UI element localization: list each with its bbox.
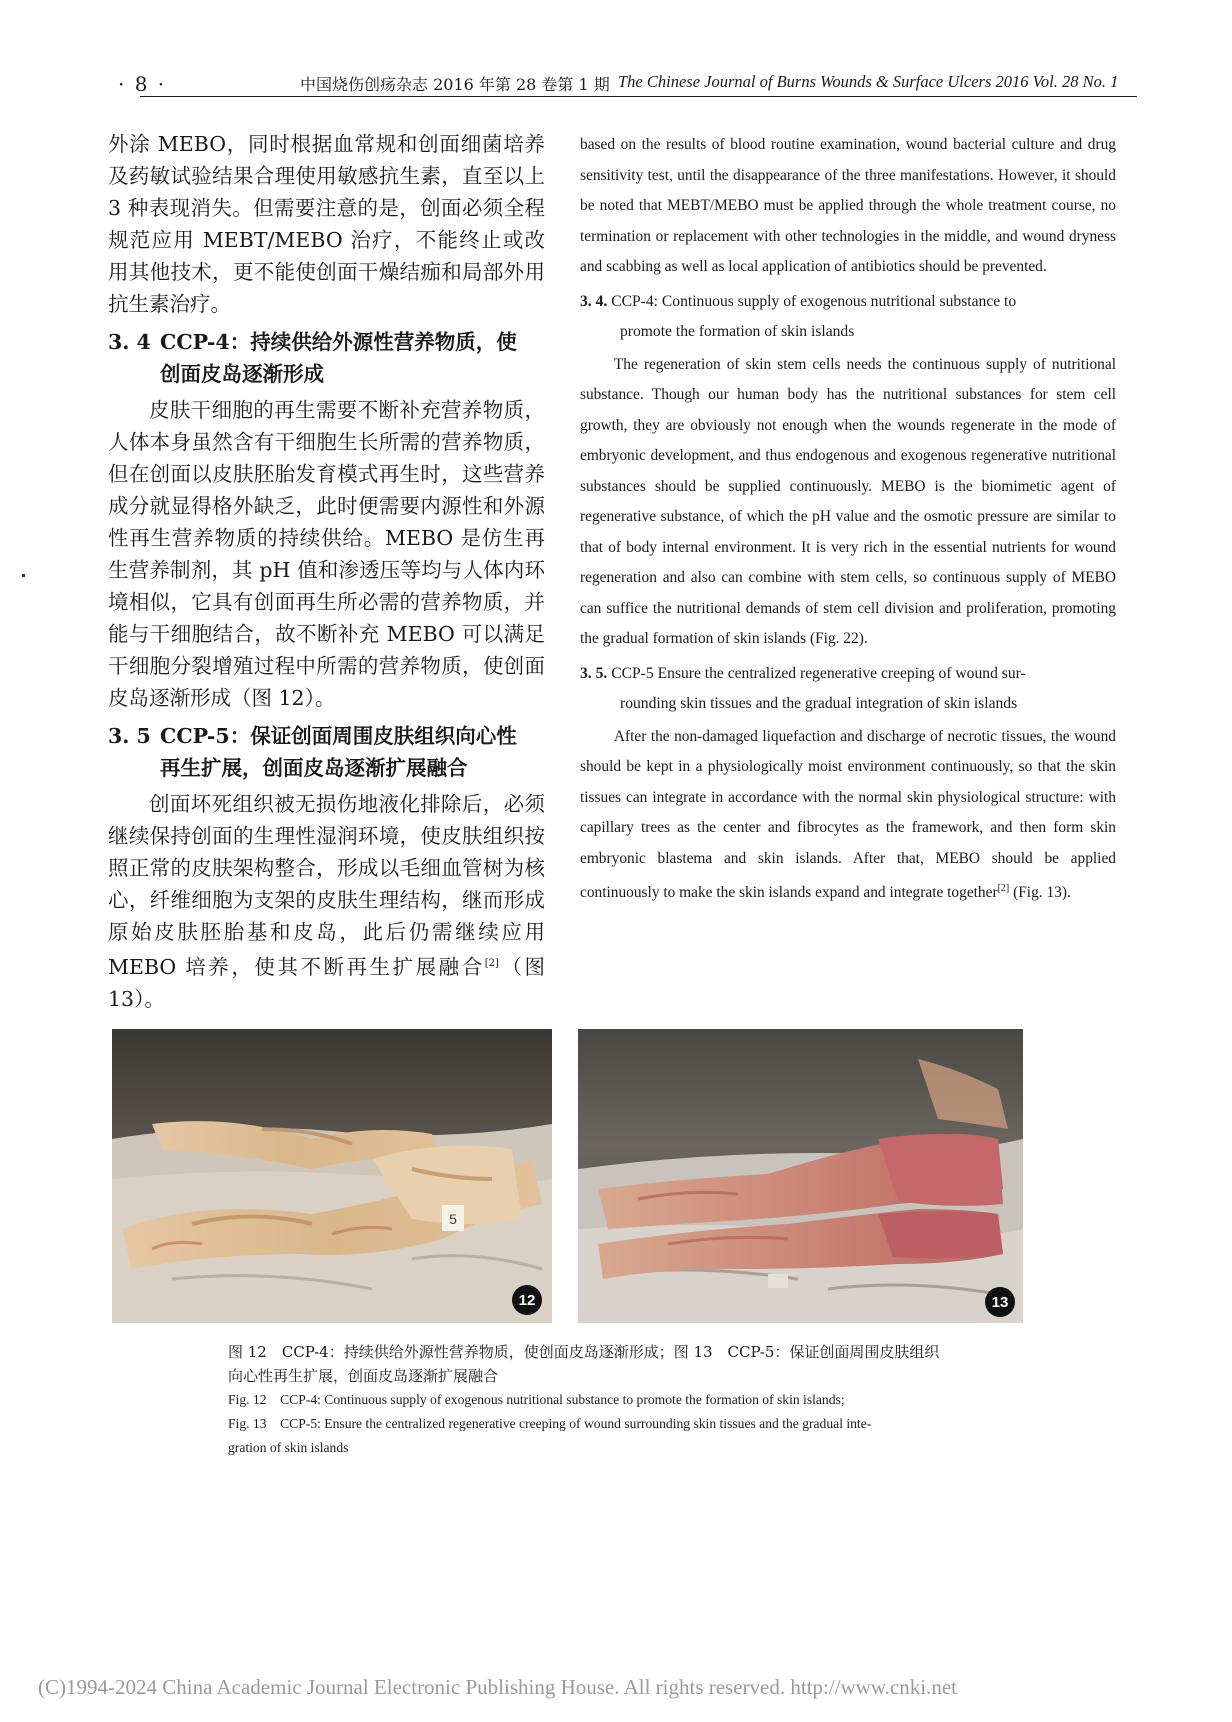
header-rule [140, 96, 1137, 97]
caption-en-line-3: gration of skin islands [228, 1440, 349, 1455]
chinese-column [108, 128, 545, 1015]
cn-section-3-5-heading [108, 720, 545, 784]
section-title-line-1: CCP-5 Ensure the centralized regenerative creeping of wound sur- [611, 664, 1026, 682]
section-title-line-2: 再生扩展，创面皮岛逐渐扩展融合 [160, 756, 468, 780]
cn-paragraph-2: 皮肤干细胞的再生需要不断补充营养物质，人体本身虽然含有干细胞生长所需的营养物质，但在创面以皮肤胚胎发育模式再生时，这些营养成分就显得格外缺乏，此时便需要内源性和外源性再生营养物质的持续供给。MEBO 是仿生再生营养制剂，其 pH 值和渗透压等均与人体内环境相似，它具有创面再生所必需的营养物质，并能与干细胞结合，故不断补充 MEBO 可以满足干细胞分裂增殖过程中所需的营养物质，使创面皮岛逐渐形成（图 12）。 [108, 398, 545, 710]
section-title-line-1: CCP-4：持续供给外源性营养物质，使 [160, 330, 517, 354]
cn-paragraph-1: 外涂 MEBO，同时根据血常规和创面细菌培养及药敏试验结果合理使用敏感抗生素，直至以上 3 种表现消失。但需要注意的是，创面必须全程规范应用 MEBT/MEBO 治疗，不能终止或改用其他技术，更不能使创面干燥结痂和局部外用抗生素治疗。 [108, 132, 545, 316]
caption-en-line-2: Fig. 13 CCP-5: Ensure the centralized regenerative creeping of wound surrounding skin tissues and the gradual inte- [228, 1416, 872, 1431]
en-paragraph-2: The regeneration of skin stem cells needs the continuous supply of nutritional substance. Though our human body has the nutritional substances for stem cell growth, they are obviously not enough when the wounds regenerate in the mode of embryonic development, and thus endogenous and exogenous regenerative nutritional substances should be supplied continuously. MEBO is the biomimetic agent of regenerative substance, of which the pH value and the osmotic pressure are similar to that of body internal environment. It is very rich in the essential nutrients for wound regeneration and also can combine with stem cells, so continuous supply of MEBO can suffice the nutritional demands of stem cell division and proliferation, promoting the gradual formation of skin islands (Fig. 22). [580, 355, 1116, 647]
section-title-line-2: 创面皮岛逐渐形成 [160, 362, 324, 386]
caption-cn-line-2: 向心性再生扩展，创面皮岛逐渐扩展融合 [228, 1367, 499, 1385]
section-title-line-1: CCP-5：保证创面周围皮肤组织向心性 [160, 724, 517, 748]
en-section-3-5-heading [580, 659, 1116, 720]
caption-en-line-1: Fig. 12 CCP-4: Continuous supply of exogenous nutritional substance to promote the formation of skin islands; [228, 1392, 845, 1407]
section-title-line-2: promote the formation of skin islands [620, 323, 855, 340]
margin-mark [22, 574, 25, 577]
en-section-3-4-heading [580, 287, 1116, 348]
en-paragraph-3-end: (Fig. 13). [1009, 884, 1071, 902]
section-title-line-1: CCP-4: Continuous supply of exogenous nutritional substance to [611, 292, 1017, 310]
card-number: 5 [449, 1211, 457, 1227]
citation-ref: [2] [997, 883, 1010, 894]
section-number: 3. 4 [108, 330, 151, 354]
en-paragraph-3-text: After the non-damaged liquefaction and discharge of necrotic tissues, the wound should be kept in a physiologically moist environment continuously, so that the skin tissues can integrate in accordance with the normal skin physiological structure: with capillary trees as the center and fibrocytes as the framework, and then form skin embryonic blastema and skin islands. After that, MEBO should be applied continuously to make the skin islands expand and integrate together [580, 727, 1116, 902]
section-number: 3. 4. [580, 292, 608, 310]
figure-12-badge: 12 [512, 1285, 542, 1315]
copyright-footer: (C)1994-2024 China Academic Journal Electronic Publishing House. All rights reserved. http://www.cnki.net [38, 1675, 957, 1699]
cn-paragraph-3-end: （图 13）。 [108, 954, 545, 1011]
en-paragraph-3 [580, 722, 1116, 909]
caption-cn-line-1: 图 12 CCP-4：持续供给外源性营养物质，使创面皮岛逐渐形成；图 13 CCP-5：保证创面周围皮肤组织 [228, 1343, 940, 1361]
page-number: · 8 · [118, 72, 167, 96]
english-column [580, 130, 1116, 909]
cn-section-3-4-heading [108, 326, 545, 390]
figure-13-photo [578, 1029, 1023, 1323]
citation-ref: [2] [484, 958, 499, 969]
figure-13-badge: 13 [985, 1287, 1015, 1317]
en-paragraph-1: based on the results of blood routine examination, wound bacterial culture and drug sensitivity test, until the disappearance of the three manifestations. However, it should be noted that MEBT/MEBO must be applied through the whole treatment course, no termination or replacement with other technologies in the middle, and wound dryness and scabbing as well as local application of antibiotics should be prevented. [580, 136, 1116, 275]
journal-title-cn: 中国烧伤创疡杂志 2016 年第 28 卷第 1 期 [300, 75, 610, 94]
section-title-line-2: rounding skin tissues and the gradual integration of skin islands [620, 695, 1018, 712]
cn-paragraph-3 [108, 788, 545, 1015]
section-number: 3. 5. [580, 664, 608, 682]
cn-paragraph-3-text: 创面坏死组织被无损伤地液化排除后，必须继续保持创面的生理性湿润环境，使皮肤组织按照正常的皮肤架构整合，形成以毛细血管树为核心，纤维细胞为支架的皮肤生理结构，继而形成原始皮肤胚胎基和皮岛，此后仍需继续应用 MEBO 培养，使其不断再生扩展融合 [108, 792, 545, 979]
figure-captions [228, 1340, 1028, 1460]
figure-12-photo [112, 1029, 552, 1323]
section-number: 3. 5 [108, 724, 151, 748]
journal-title-en: The Chinese Journal of Burns Wounds & Surface Ulcers 2016 Vol. 28 No. 1 [618, 72, 1119, 91]
